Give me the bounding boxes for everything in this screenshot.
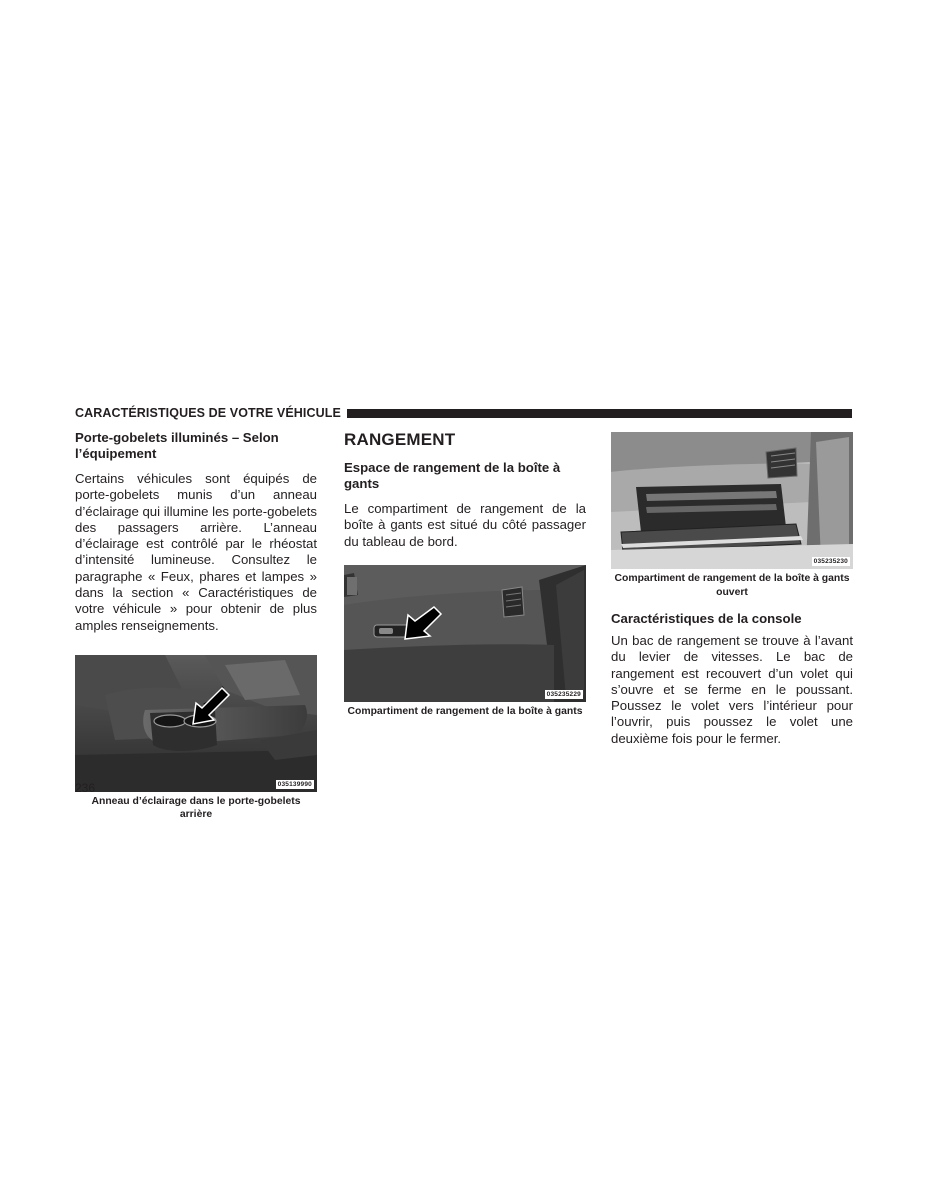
glovebox-open-figure — [611, 432, 853, 569]
glovebox-figure — [344, 565, 586, 702]
header-rule — [347, 409, 852, 418]
glovebox-paragraph: Le compartiment de rangement de la boîte à gants est situé du côté passager du tableau de bord. — [344, 501, 586, 549]
cupholder-figure — [75, 655, 317, 792]
page-number: 236 — [75, 781, 96, 795]
right-column — [611, 432, 853, 747]
console-subheading: Caractéristiques de la console — [611, 611, 802, 626]
glovebox-open-figure-caption: Compartiment de rangement de la boîte à gants ouvert — [614, 573, 850, 598]
figure-id: 035139990 — [277, 780, 312, 788]
glovebox-subheading: Espace de rangement de la boîte à gants — [344, 460, 561, 491]
rear-seat-armrest-illustration — [75, 655, 317, 792]
header-title: CARACTÉRISTIQUES DE VOTRE VÉHICULE — [75, 406, 341, 420]
running-header — [75, 404, 852, 422]
section-title: RANGEMENT — [344, 430, 456, 449]
glovebox-open-illustration — [611, 432, 853, 569]
middle-column — [344, 430, 586, 718]
cupholder-subheading: Porte-gobelets illuminés – Selon l’équipement — [75, 430, 279, 461]
glovebox-figure-caption: Compartiment de rangement de la boîte à gants — [347, 705, 583, 717]
glovebox-closed-illustration — [344, 565, 586, 702]
cupholder-figure-caption: Anneau d’éclairage dans le porte-gobelets arrière — [91, 795, 301, 821]
left-column — [75, 430, 317, 822]
figure-id: 035235229 — [546, 690, 581, 698]
cupholder-paragraph: Certains véhicules sont équipés de porte-gobelets munis d’un anneau d’éclairage qui illumine les porte-gobelets des passagers arrière. L’anneau d’éclairage est contrôlé par le rhéostat d’intensité lumineuse. Consultez le paragraphe « Feux, phares et lampes » dans la section « Caractéristiques de votre véhicule » pour obtenir de plus amples renseignements. — [75, 471, 317, 633]
console-paragraph: Un bac de rangement se trouve à l’avant du levier de vitesses. Le bac de rangement est recouvert d’un volet qui s’ouvre et se ferme en le poussant. Poussez le volet vers l’intérieur pour l’ouvrir, puis poussez le volet une deuxième fois pour le fermer. — [611, 633, 853, 746]
figure-id: 035235230 — [813, 558, 848, 565]
